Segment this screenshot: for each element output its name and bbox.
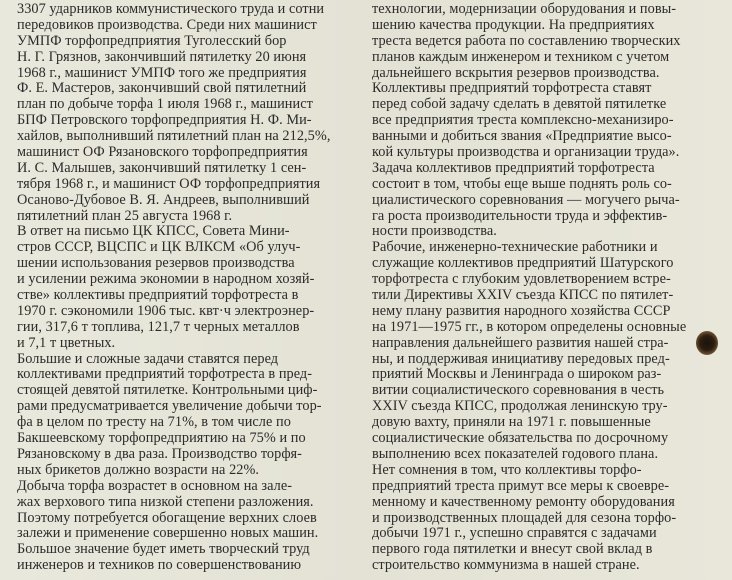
text-line: коллективами предприятий торфотреста в пред- bbox=[17, 367, 313, 383]
text-line: Н. Г. Грязнов, закончивший пятилетку 20 июня bbox=[17, 49, 307, 65]
text-line: ны, и поддерживая инициативу передовых пред- bbox=[372, 351, 670, 367]
text-line: тября 1968 г., и машинист ОФ торфопредприятия bbox=[17, 176, 321, 192]
text-line: предприятий треста примут все меры к своевре- bbox=[372, 478, 670, 494]
text-line: шению качества продукции. На предприятиях bbox=[372, 17, 655, 33]
text-line: га роста производительности труда и эффектив- bbox=[372, 208, 668, 224]
text-line: инженеров и техников по совершенствованию bbox=[17, 558, 302, 574]
text-line: стров СССР, ВЦСПС и ЦК ВЛКСМ «Об улуч- bbox=[17, 240, 301, 256]
text-line: циалистического соревнования — могучего рыча- bbox=[372, 192, 680, 208]
text-line: планов каждым инженером и техником с учетом bbox=[372, 49, 670, 65]
text-line: БПФ Петровского торфопредприятия Н. Ф. Ми- bbox=[17, 113, 312, 129]
text-line: строительство коммунизма в нашей стране. bbox=[372, 558, 640, 574]
text-line: торфотреста с глубоким удовлетворением встре- bbox=[372, 272, 671, 288]
left-text-column bbox=[17, 2, 363, 574]
text-line: тили Директивы XXIV съезда КПСС по пятилет- bbox=[372, 288, 674, 304]
text-line: 3307 ударников коммунистического труда и сотни bbox=[17, 2, 325, 17]
text-line: XXIV съезда КПСС, продолжая ленинскую тру- bbox=[372, 399, 668, 415]
text-line: на 1971—1975 гг., в котором определены основные bbox=[372, 319, 687, 335]
text-line: состоит в том, чтобы еще выше поднять роль со- bbox=[372, 176, 672, 192]
text-line: 1968 г., машинист УМПФ того же предприятия bbox=[17, 65, 307, 81]
text-line: и 7,1 т цветных. bbox=[17, 335, 116, 351]
text-line: Рабочие, инженерно-технические работники и bbox=[372, 240, 658, 256]
text-line: шении использования резервов производства bbox=[17, 256, 295, 272]
text-line: и производственных площадей для сезона торфо- bbox=[372, 510, 677, 526]
paper-hole bbox=[696, 331, 718, 355]
text-line: выполнению всех показателей годового плана. bbox=[372, 446, 659, 462]
text-line: ванными и добиться звания «Предприятие высо- bbox=[372, 129, 672, 145]
text-line: менному и качественному ремонту оборудования bbox=[372, 494, 675, 510]
text-line: передовиков производства. Среди них машинист bbox=[17, 17, 317, 33]
text-line: жах верхового типа низкой степени разложения. bbox=[17, 494, 314, 510]
right-text-column bbox=[372, 2, 712, 574]
text-line: стоящей девятой пятилетке. Контрольными циф- bbox=[17, 383, 318, 399]
text-line: пятилетний план 25 августа 1968 г. bbox=[17, 208, 233, 224]
text-line: Осаново-Дубовое В. Я. Андреев, выполнивший bbox=[17, 192, 310, 208]
text-line: Большие и сложные задачи ставятся перед bbox=[17, 351, 279, 367]
text-line: нему плану развития народного хозяйства СССР bbox=[372, 303, 671, 319]
text-line: 1970 г. сэкономили 1906 тыс. квт·ч электроэнер- bbox=[17, 303, 315, 319]
text-line: УМПФ торфопредприятия Туголесский бор bbox=[17, 33, 287, 49]
text-line: социалистические обязательства по досрочному bbox=[372, 431, 669, 447]
text-line: Задача коллективов предприятий торфотреста bbox=[372, 160, 655, 176]
text-line: первого года пятилетки и внесут свой вклад в bbox=[372, 542, 653, 558]
text-line: Рязановскому в два раза. Производство торфя- bbox=[17, 446, 302, 462]
text-line: план по добыче торфа 1 июля 1968 г., машинист bbox=[17, 97, 313, 113]
text-line: дальнейшего вскрытия резервов производства. bbox=[372, 65, 660, 81]
text-line: все предприятия треста комплексно-механизиро- bbox=[372, 113, 674, 129]
text-line: добычи 1971 г., успешно справятся с задачами bbox=[372, 526, 657, 542]
text-line: технологии, модернизации оборудования и повы- bbox=[372, 2, 677, 17]
text-line: залежи и применение совершенно новых машин. bbox=[17, 526, 319, 542]
text-line: треста ведется работа по составлению творческих bbox=[372, 33, 681, 49]
text-line: рами предусматривается увеличение добычи тор- bbox=[17, 399, 322, 415]
text-line: перед собой задачу сделать в девятой пятилетке bbox=[372, 97, 667, 113]
text-line: кой культуры производства и организации труда». bbox=[372, 145, 680, 161]
text-line: Бакшеевскому торфопредприятию на 75% и по bbox=[17, 431, 306, 447]
text-line: Большое значение будет иметь творческий труд bbox=[17, 542, 310, 558]
text-line: Ф. Е. Мастеров, закончивший свой пятилетний bbox=[17, 81, 307, 97]
text-line: ных брикетов должно возрасти на 22%. bbox=[17, 462, 260, 478]
text-line: служащие коллективов предприятий Шатурского bbox=[372, 256, 674, 272]
text-line: довую вахту, приняли на 1971 г. повышенные bbox=[372, 415, 651, 431]
text-line: стве» коллективы предприятий торфотреста в bbox=[17, 288, 299, 304]
text-line: машинист ОФ Рязановского торфопредприятия bbox=[17, 145, 308, 161]
text-line: В ответ на письмо ЦК КПСС, Совета Мини- bbox=[17, 224, 290, 240]
text-line: хайлов, выполнивший пятилетний план на 212,5%, bbox=[17, 129, 331, 145]
text-line: фа в целом по тресту на 71%, в том числе по bbox=[17, 415, 291, 431]
text-line: и усилении режима экономии в народном хозяй- bbox=[17, 272, 315, 288]
text-line: витии социалистического соревнования в честь bbox=[372, 383, 665, 399]
text-line: Нет сомнения в том, что коллективы торфо- bbox=[372, 462, 642, 478]
text-line: ности производства. bbox=[372, 224, 497, 240]
text-line: приятий Москвы и Ленинграда о широком раз- bbox=[372, 367, 662, 383]
text-line: Поэтому потребуется обогащение верхних слоев bbox=[17, 510, 317, 526]
text-line: гии, 317,6 т топлива, 121,7 т черных металлов bbox=[17, 319, 300, 335]
text-line: Коллективы предприятий торфотреста ставят bbox=[372, 81, 652, 97]
text-line: Добыча торфа возрастет в основном на зале- bbox=[17, 478, 293, 494]
text-line: И. С. Малышев, закончивший пятилетку 1 сен- bbox=[17, 160, 307, 176]
text-line: направления дальнейшего развития нашей стра- bbox=[372, 335, 669, 351]
